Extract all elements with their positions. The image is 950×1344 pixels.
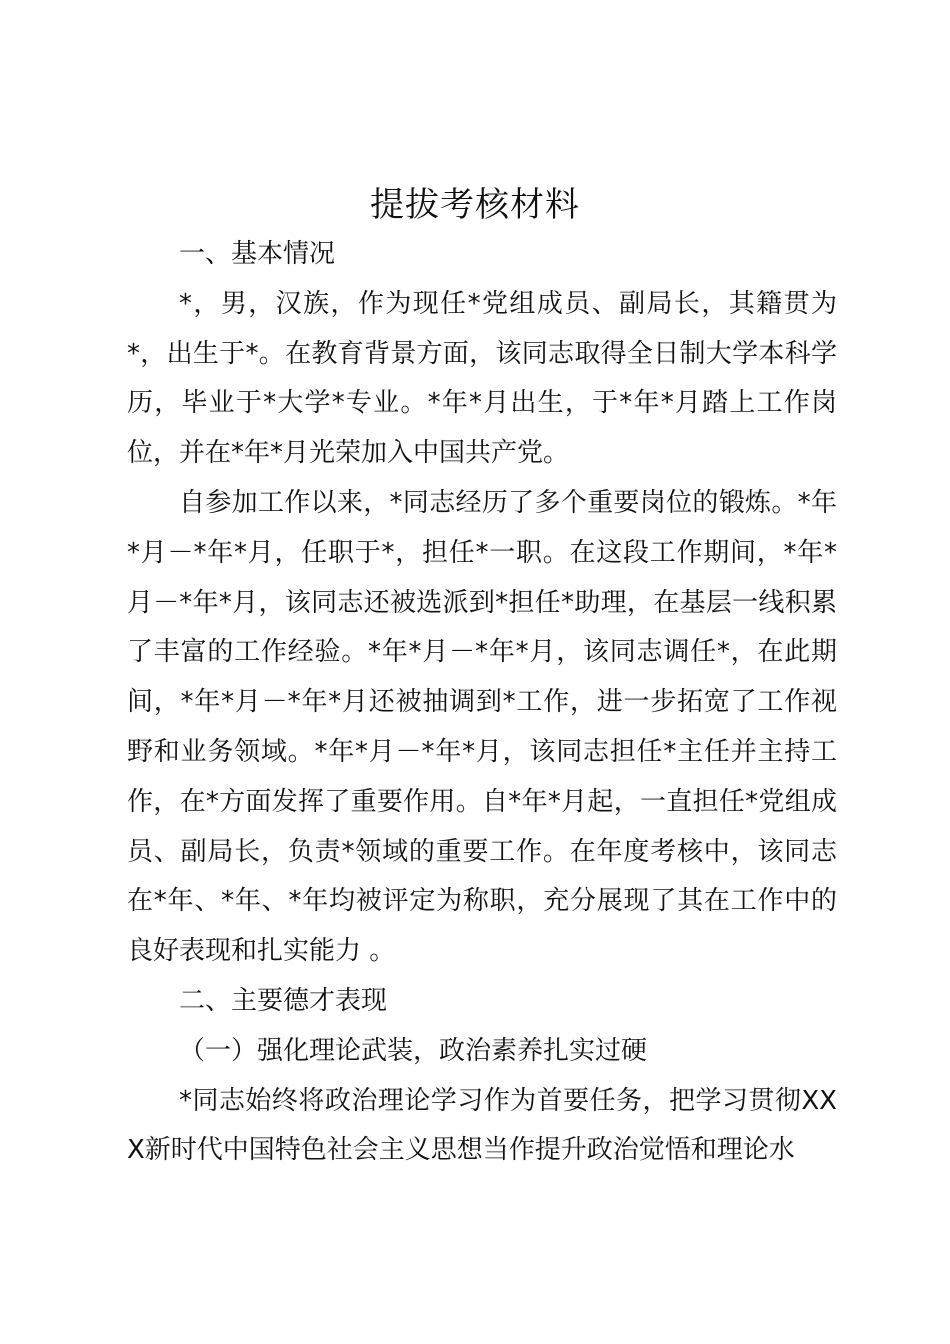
paragraph-work-history: 自参加工作以来，*同志经历了多个重要岗位的锻炼。*年*月－*年*月，任职于*，担任*一职。在这段工作期间，*年*月－*年*月，该同志还被选派到*担任*助理，在基层一线积累了丰富的工作经验。*年*月－*年*月，该同志调任*，在此期间，*年*月－*年*月还被抽调到*工作，进一步拓宽了工作视野和业务领域。*年*月－*年*月，该同志担任*主任并主持工作，在*方面发挥了重要作用。自*年*月起，一直担任*党组成员、副局长，负责*领域的重要工作。在年度考核中，该同志在*年、*年、*年均被评定为称职，充分展现了其在工作中的良好表现和扎实能力 。 [127, 487, 837, 967]
section-heading-performance: 二、主要德才表现 [179, 985, 388, 1016]
document-body [127, 230, 837, 1176]
paragraph-theory-study: *同志始终将政治理论学习作为首要任务，把学习贯彻XXX新时代中国特色社会主义思想当作提升政治觉悟和理论水 [127, 1085, 837, 1166]
paragraph-personal-info: *，男，汉族，作为现任*党组成员、副局长，其籍贯为*，出生于*。在教育背景方面，该同志取得全日制大学本科学历，毕业于*大学*专业。*年*月出生，于*年*月踏上工作岗位，并在*年*月光荣加入中国共产党。 [127, 288, 837, 469]
section-heading-basic-info: 一、基本情况 [179, 239, 336, 269]
subsection-heading-theory: （一）强化理论武装，政治素养扎实过硬 [179, 1035, 648, 1066]
document-title: 提拔考核材料 [370, 185, 580, 225]
